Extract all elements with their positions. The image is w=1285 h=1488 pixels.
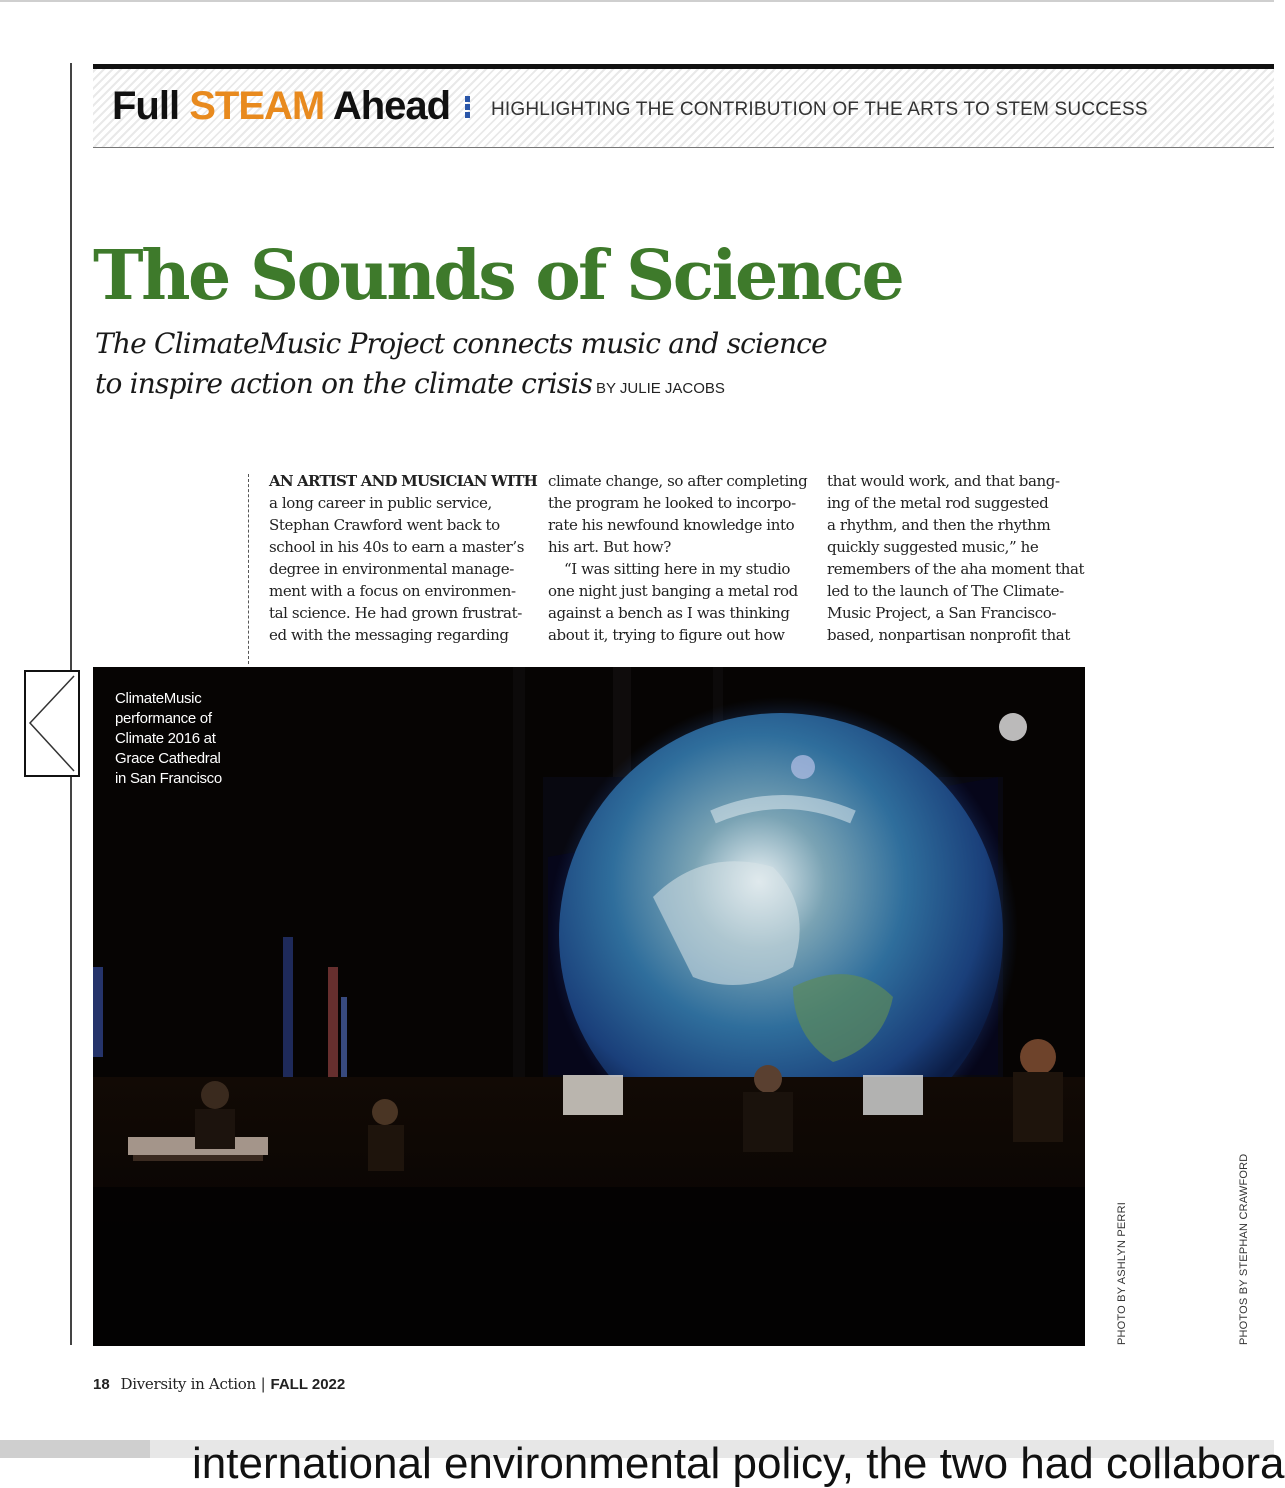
article-title: The Sounds of Science xyxy=(93,236,903,316)
photo-credit-1: PHOTO BY ASHLYN PERRI xyxy=(1116,1202,1128,1345)
text-line: against a bench as I was thinking xyxy=(548,604,790,622)
publication-name: Diversity in Action xyxy=(120,1375,256,1393)
subtitle-line-1: The ClimateMusic Project connects music and science xyxy=(95,327,827,360)
text-line: ment with a focus on environmen- xyxy=(269,582,516,600)
text-line: rate his newfound knowledge into xyxy=(548,516,795,534)
article-byline: BY JULIE JACOBS xyxy=(596,380,725,397)
separator-dots-icon xyxy=(465,96,473,124)
page-number: 18 xyxy=(93,1376,110,1393)
text-line: his art. But how? xyxy=(548,538,671,556)
text-line: led to the launch of The Climate- xyxy=(827,582,1064,600)
text-line: a long career in public service, xyxy=(269,494,492,512)
chevron-left-icon xyxy=(26,672,78,775)
section-tagline: HIGHLIGHTING THE CONTRIBUTION OF THE ARTS TO STEM SUCCESS xyxy=(491,99,1148,120)
brand-full: Full xyxy=(112,84,180,128)
next-page-preview[interactable] xyxy=(0,1439,1285,1488)
footer-separator: | xyxy=(260,1375,266,1393)
text-column-2 xyxy=(548,470,810,646)
brand-ahead: Ahead xyxy=(332,84,451,128)
text-line: one night just banging a metal rod xyxy=(548,582,798,600)
photo-caption xyxy=(115,689,222,789)
subtitle-line-2: to inspire action on the climate crisis xyxy=(95,367,593,400)
text-line: ing of the metal rod suggested xyxy=(827,494,1049,512)
next-page-text: international environmental policy, the two had collabora xyxy=(192,1439,1285,1488)
next-page-gutter xyxy=(0,1440,150,1458)
top-border xyxy=(0,0,1274,2)
photo-credit-2: PHOTOS BY STEPHAN CRAWFORD xyxy=(1238,1153,1250,1345)
text-line: a rhythm, and then the rhythm xyxy=(827,516,1051,534)
text-column-3 xyxy=(827,470,1089,646)
brand-steam: STEAM xyxy=(189,84,325,128)
text-column-1 xyxy=(269,470,538,646)
lead-in: AN ARTIST AND MUSICIAN WITH xyxy=(269,472,538,490)
caption-line: ClimateMusic xyxy=(115,690,202,707)
page-footer xyxy=(93,1375,345,1393)
text-line: tal science. He had grown frustrat- xyxy=(269,604,522,622)
caption-line: performance of xyxy=(115,710,212,727)
text-line: that would work, and that bang- xyxy=(827,472,1060,490)
concert-photo xyxy=(93,667,1085,1346)
text-line: school in his 40s to earn a master’s xyxy=(269,538,525,556)
column-dashed-rule xyxy=(248,474,249,664)
text-line: climate change, so after completing xyxy=(548,472,808,490)
previous-page-button[interactable] xyxy=(24,670,80,777)
text-line: “I was sitting here in my studio xyxy=(564,560,791,578)
text-line: based, nonpartisan nonprofit that xyxy=(827,626,1070,644)
caption-line: Grace Cathedral xyxy=(115,750,221,767)
text-line: Stephan Crawford went back to xyxy=(269,516,500,534)
text-line: Music Project, a San Francisco- xyxy=(827,604,1057,622)
text-line: quickly suggested music,” he xyxy=(827,538,1039,556)
issue-label: FALL 2022 xyxy=(270,1376,346,1393)
text-line: ed with the messaging regarding xyxy=(269,626,509,644)
caption-line: in San Francisco xyxy=(115,770,222,787)
caption-line: Climate 2016 at xyxy=(115,730,216,747)
text-line: about it, trying to figure out how xyxy=(548,626,785,644)
text-line: remembers of the aha moment that xyxy=(827,560,1085,578)
cathedral-concert-illustration xyxy=(93,667,1085,1346)
text-line: degree in environmental manage- xyxy=(269,560,514,578)
section-brand xyxy=(112,84,450,129)
text-line: the program he looked to incorpo- xyxy=(548,494,796,512)
